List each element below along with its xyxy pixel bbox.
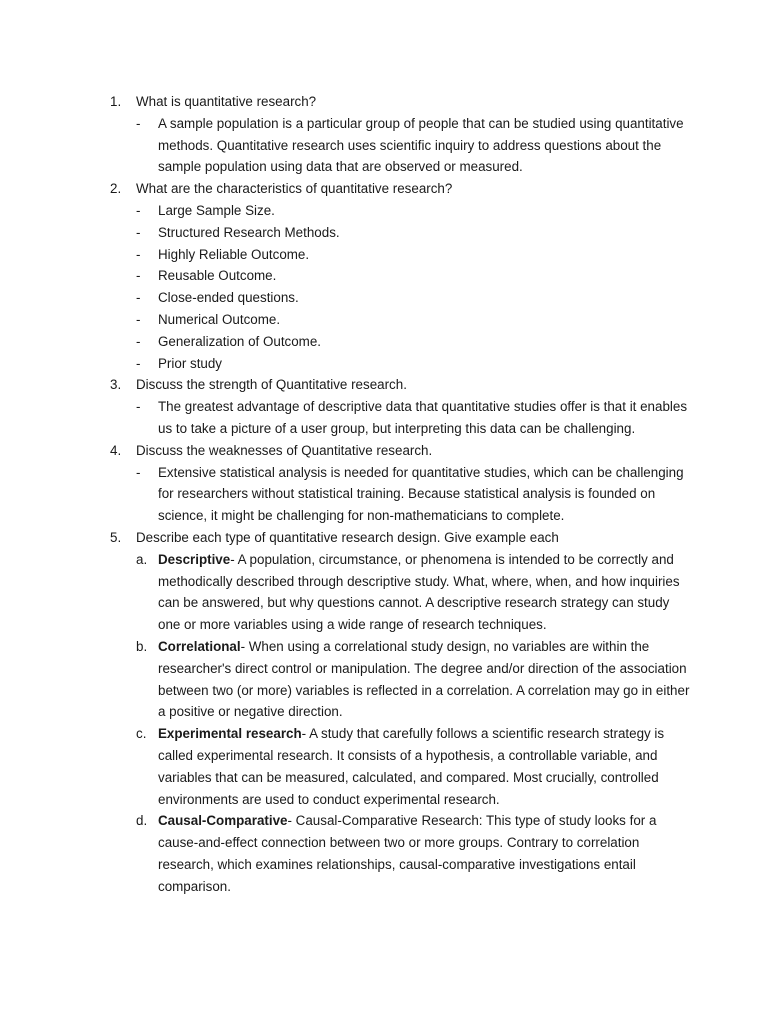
question-text: Describe each type of quantitative research design. Give example each	[136, 529, 559, 545]
question-2	[110, 178, 690, 200]
design-description: - A population, circumstance, or phenomena is intended to be correctly and methodically described through descriptive study. What, where, when, and how inquiries can be answered, but why questions cannot. A descriptive research strategy can study one or more variables using a wide range of research techniques.	[158, 551, 680, 633]
question-3	[110, 374, 690, 396]
answer-text: The greatest advantage of descriptive data that quantitative studies offer is that it enables us to take a picture of a user group, but interpreting this data can be challenging.	[158, 399, 688, 436]
answer-item	[110, 353, 690, 375]
question-4	[110, 440, 690, 462]
answer-item	[110, 200, 690, 222]
question-text: What is quantitative research?	[136, 94, 317, 109]
answer-item	[110, 462, 690, 527]
design-type-correlational	[110, 636, 690, 723]
answer-text: Reusable Outcome.	[158, 268, 277, 284]
letter-marker: c.	[136, 726, 147, 742]
dash-marker: -	[136, 355, 141, 371]
dash-marker: -	[136, 268, 141, 284]
dash-marker: -	[136, 246, 141, 262]
answer-text: Prior study	[158, 355, 222, 371]
question-number: 3.	[110, 377, 122, 393]
letter-marker: b.	[136, 638, 148, 654]
design-type-descriptive	[110, 549, 690, 636]
question-text: What are the characteristics of quantitative research?	[136, 181, 453, 197]
design-description: - Causal-Comparative Research: This type of study looks for a cause-and-effect connection between two or more groups. Contrary to correlation research, which examines relationships, causal-comparative investigations entail comparison.	[158, 813, 657, 894]
dash-marker: -	[136, 202, 141, 218]
answer-text: Close-ended questions.	[158, 290, 299, 306]
letter-marker: a.	[136, 551, 148, 567]
question-number: 2.	[110, 181, 122, 197]
question-text: Discuss the weaknesses of Quantitative research.	[136, 442, 433, 458]
dash-marker: -	[136, 333, 141, 349]
answer-text: Extensive statistical analysis is needed for quantitative studies, which can be challenging for researchers without statistical training. Because statistical analysis is founded on science, it might be challenging for non-mathematicians to complete.	[158, 464, 684, 524]
answer-text: A sample population is a particular group of people that can be studied using quantitative methods. Quantitative research uses scientific inquiry to address questions about the sample population using data that are observed or measured.	[158, 115, 684, 175]
answer-item	[110, 287, 690, 309]
answer-text: Structured Research Methods.	[158, 224, 340, 240]
dash-marker: -	[136, 290, 141, 306]
answer-item	[110, 396, 690, 440]
answer-item	[110, 309, 690, 331]
question-text: Discuss the strength of Quantitative research.	[136, 377, 407, 393]
answer-item	[110, 244, 690, 266]
design-term: Causal-Comparative	[158, 813, 288, 829]
question-number: 5.	[110, 529, 122, 545]
question-5	[110, 527, 690, 549]
answer-item	[110, 265, 690, 287]
design-type-causal-comparative	[110, 810, 690, 897]
design-term: Experimental research	[158, 726, 302, 742]
answer-item	[110, 222, 690, 244]
dash-marker: -	[136, 224, 141, 240]
answer-item	[110, 113, 690, 178]
design-term: Correlational	[158, 638, 241, 654]
dash-marker: -	[136, 115, 141, 131]
letter-marker: d.	[136, 813, 148, 829]
answer-text: Highly Reliable Outcome.	[158, 246, 310, 262]
design-description: - When using a correlational study design, no variables are within the researcher's direct control or manipulation. The degree and/or direction of the association between two (or more) variables is reflected in a correlation. A correlation may go in either a positive or negative direction.	[158, 638, 690, 720]
dash-marker: -	[136, 311, 141, 327]
answer-text: Numerical Outcome.	[158, 311, 281, 327]
answer-text: Large Sample Size.	[158, 202, 275, 218]
answer-text: Generalization of Outcome.	[158, 333, 322, 349]
dash-marker: -	[136, 399, 141, 415]
question-1	[110, 91, 690, 113]
answer-item	[110, 331, 690, 353]
design-term: Descriptive	[158, 551, 231, 567]
design-type-experimental	[110, 723, 690, 810]
question-number: 1.	[110, 94, 122, 109]
design-description: - A study that carefully follows a scientific research strategy is called experimental research. It consists of a hypothesis, a controllable variable, and variables that can be measured, calculated, and compared. Most crucially, controlled environments are used to conduct experimental research.	[158, 726, 665, 807]
document-body	[110, 91, 690, 897]
dash-marker: -	[136, 464, 141, 480]
question-number: 4.	[110, 442, 122, 458]
